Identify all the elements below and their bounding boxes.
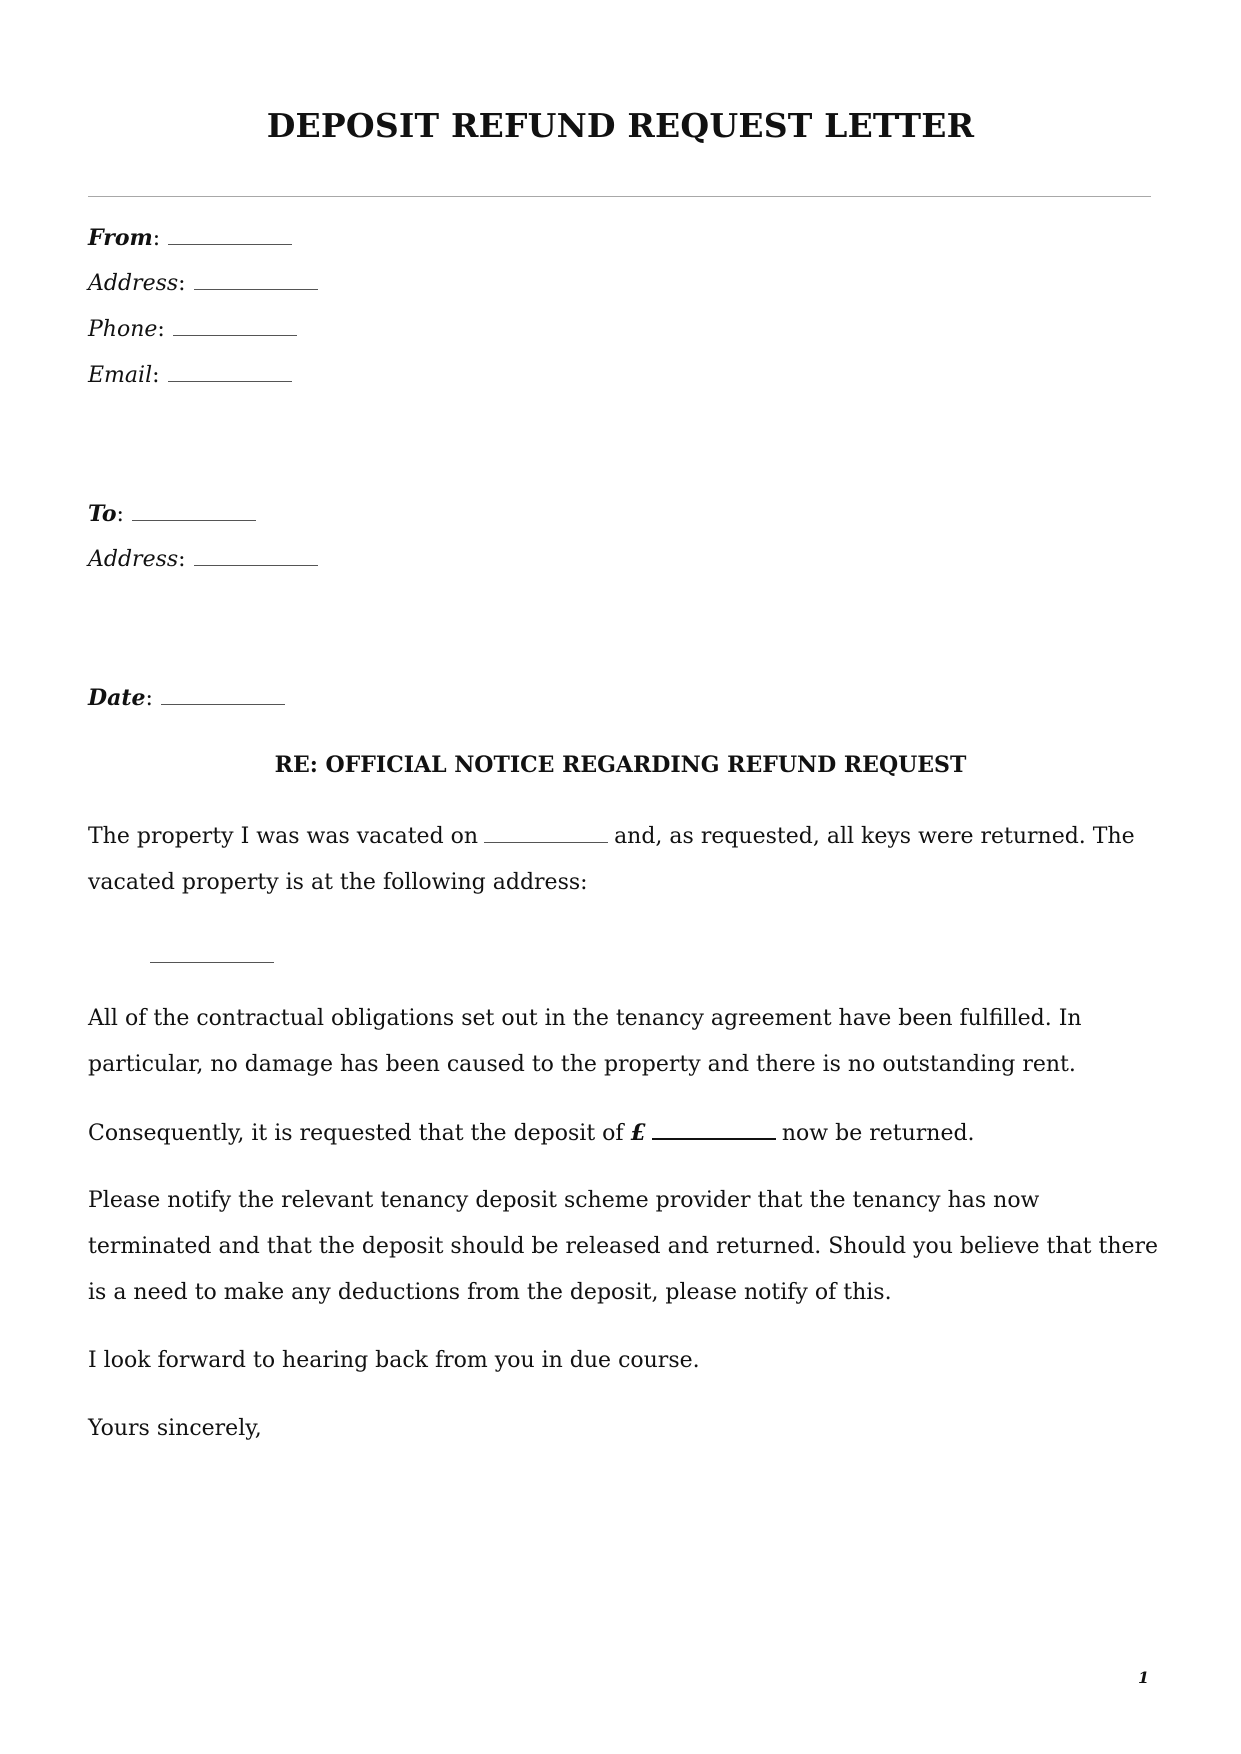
- paragraph-vacated: The property I was was vacated on and, as requested, all keys were returned. The vacated property is at the following address:: [88, 824, 1135, 895]
- page-number: 1: [1138, 1668, 1150, 1687]
- recipient-address-field: Address:: [88, 545, 318, 575]
- paragraph-deposit-amount: Consequently, it is requested that the deposit of £ now be returned.: [88, 1120, 975, 1146]
- from-blank[interactable]: [168, 226, 292, 245]
- recipient-address-label: Address: [88, 547, 179, 572]
- closing-line: Yours sincerely,: [88, 1416, 262, 1441]
- to-blank[interactable]: [132, 502, 256, 521]
- sender-address-blank[interactable]: [194, 271, 318, 290]
- document-title: DEPOSIT REFUND REQUEST LETTER: [266, 106, 975, 145]
- date-field: Date:: [88, 683, 285, 714]
- recipient-address-blank[interactable]: [194, 547, 318, 566]
- vacated-date-blank[interactable]: [484, 824, 608, 843]
- paragraph-obligations: All of the contractual obligations set out in the tenancy agreement have been fulfilled. In particular, no damage has been caused to the property and there is no outstanding rent.: [88, 1006, 1082, 1077]
- to-label: To: [88, 501, 117, 527]
- property-address-blank[interactable]: [150, 944, 274, 963]
- email-blank[interactable]: [168, 363, 292, 382]
- paragraph-notify: Please notify the relevant tenancy deposit scheme provider that the tenancy has now terminated and that the deposit should be released and returned. Should you believe that there is a need to make any deductions from the deposit, please notify of this.: [88, 1188, 1159, 1305]
- phone-label: Phone: [88, 317, 158, 342]
- title-divider: [88, 196, 1151, 197]
- to-field: To:: [88, 499, 256, 530]
- sender-address-label: Address: [88, 271, 179, 296]
- email-field: Email:: [88, 361, 292, 391]
- deposit-amount-blank[interactable]: [652, 1120, 776, 1140]
- currency-symbol: £: [630, 1120, 646, 1146]
- from-field: From:: [88, 223, 292, 254]
- subject-line: RE: OFFICIAL NOTICE REGARDING REFUND REQUEST: [274, 752, 967, 778]
- paragraph-look-forward: I look forward to hearing back from you in due course.: [88, 1348, 700, 1373]
- from-label: From: [88, 225, 153, 251]
- date-blank[interactable]: [161, 686, 285, 705]
- email-label: Email: [88, 363, 153, 388]
- sender-address-field: Address:: [88, 269, 318, 299]
- phone-field: Phone:: [88, 315, 297, 345]
- date-label: Date: [88, 685, 146, 711]
- phone-blank[interactable]: [173, 317, 297, 336]
